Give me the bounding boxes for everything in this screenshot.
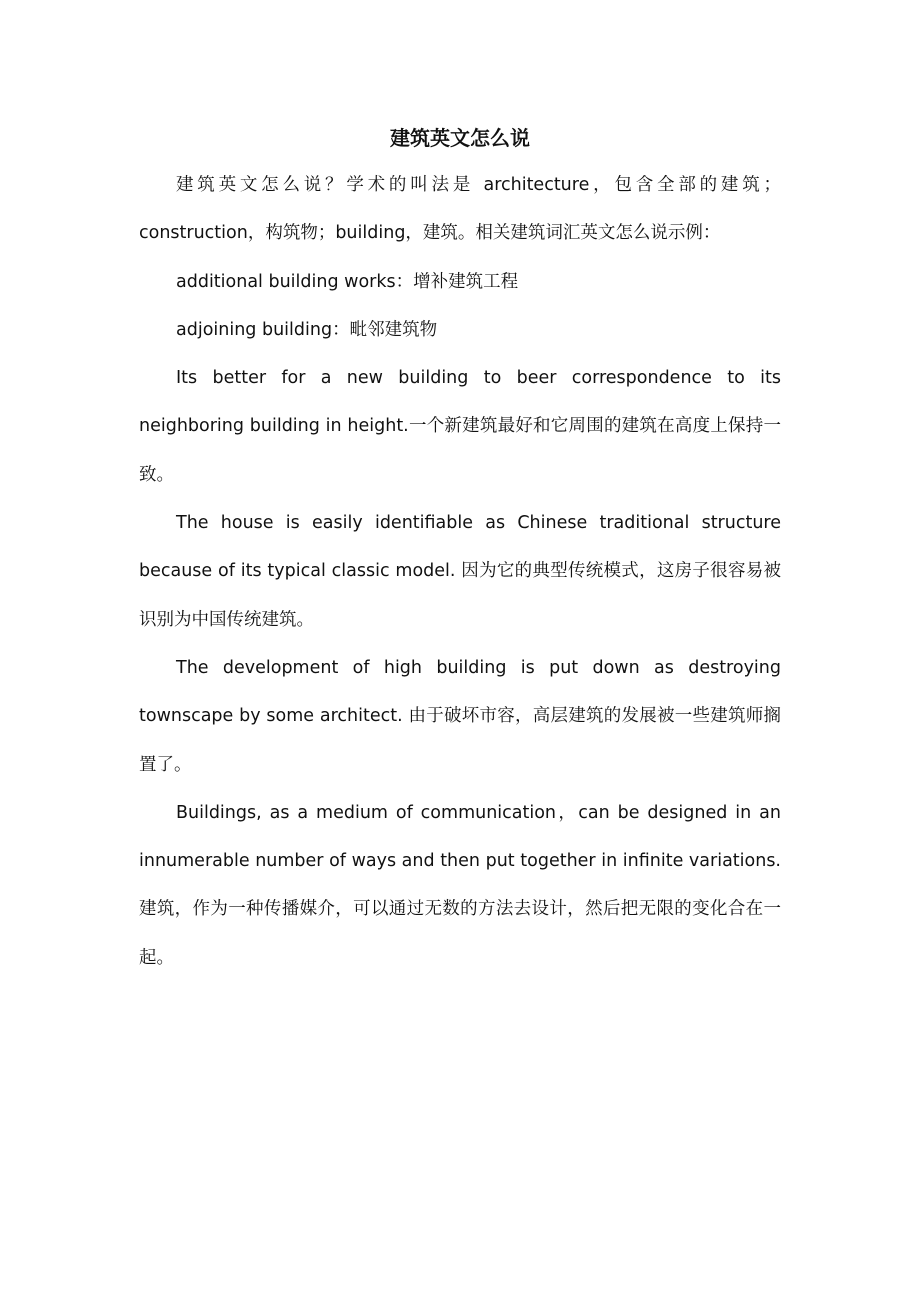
document-title: 建筑英文怎么说: [390, 126, 530, 150]
paragraph-example-traditional: The house is easily identifiable as Chinese traditional structure because of its typical classic model. 因为它的典型传统模式，这房子很容易被识别为中国传统建筑。: [139, 513, 781, 630]
paragraph-intro: 建筑英文怎么说？学术的叫法是 architecture，包含全部的建筑；construction，构筑物；building，建筑。相关建筑词汇英文怎么说示例：: [139, 175, 781, 244]
paragraph-example-height: Its better for a new building to beer correspondence to its neighboring building in height.一个新建筑最好和它周围的建筑在高度上保持一致。: [139, 368, 781, 485]
paragraph-example-high-building: The development of high building is put down as destroying townscape by some architect. 由于破坏市容，高层建筑的发展被一些建筑师搁置了。: [139, 657, 781, 775]
paragraph-term-adjoining-building: adjoining building：毗邻建筑物: [176, 319, 438, 340]
paragraph-term-additional-works: additional building works：增补建筑工程: [176, 271, 519, 292]
document-body: [139, 161, 781, 982]
paragraph-example-communication: Buildings, as a medium of communication，can be designed in an innumerable number of ways and then put together in infinite variations.建筑，作为一种传播媒介，可以通过无数的方法去设计，然后把无限的变化合在一起。: [139, 802, 781, 968]
